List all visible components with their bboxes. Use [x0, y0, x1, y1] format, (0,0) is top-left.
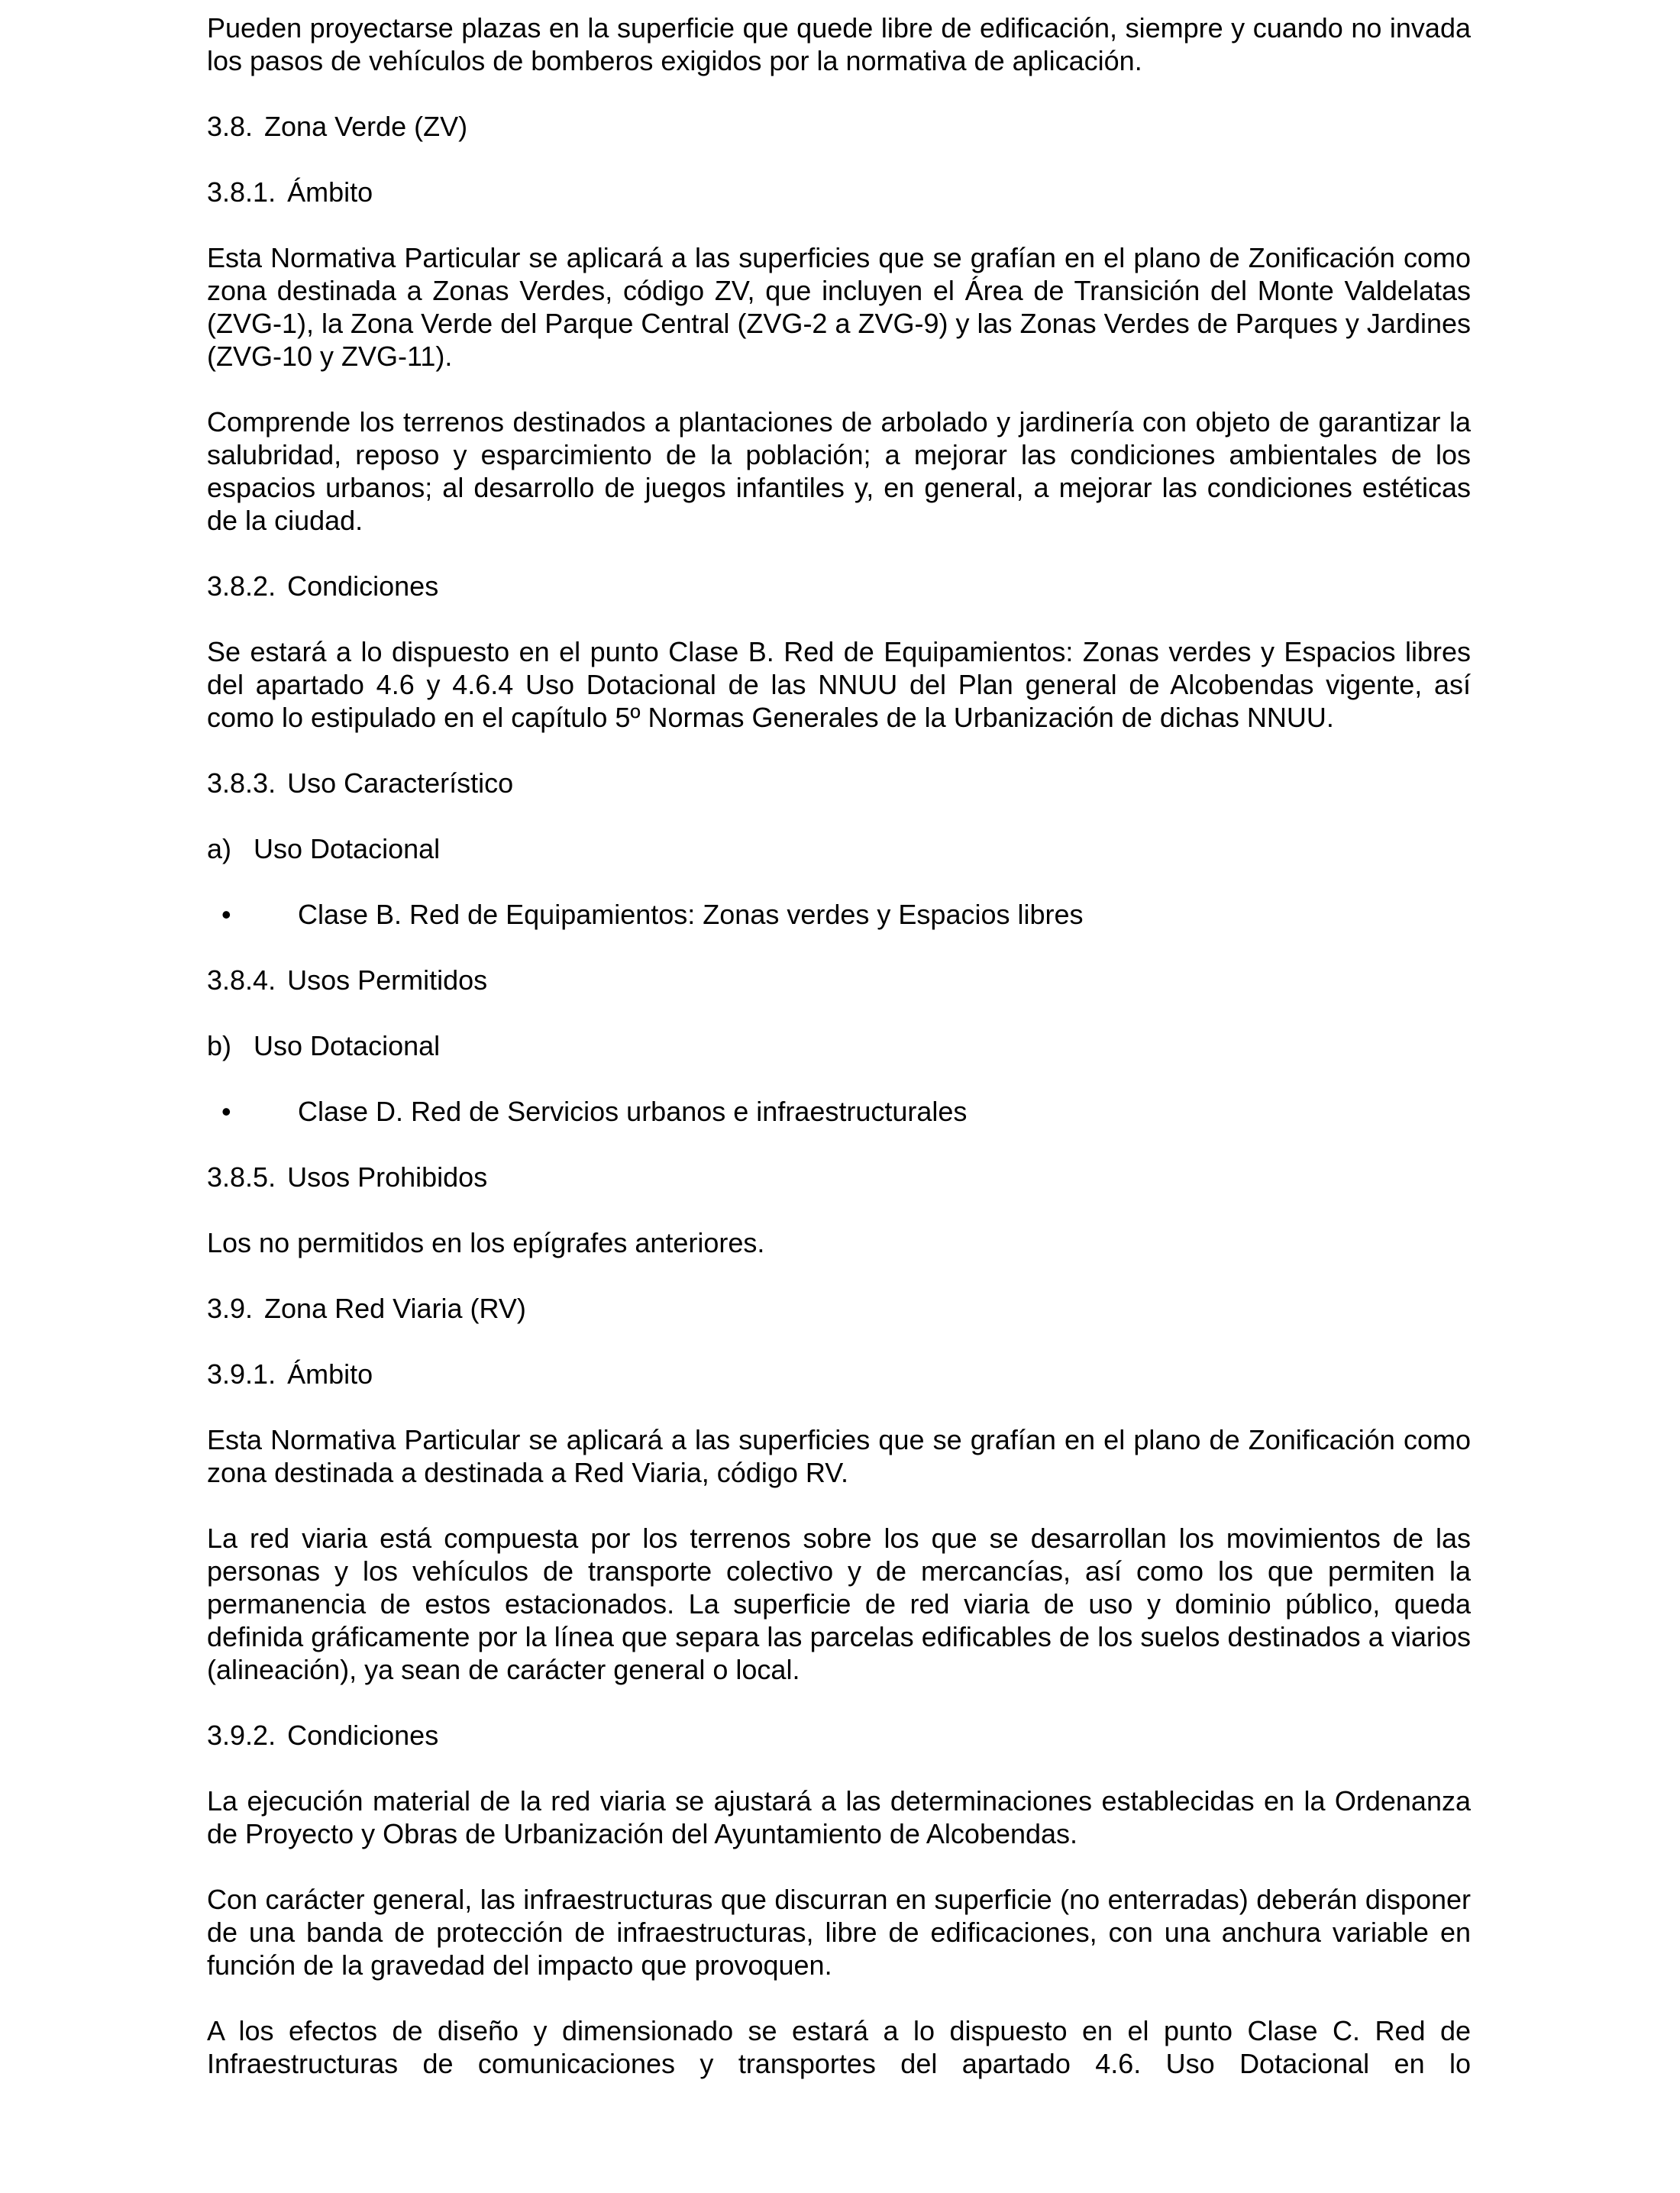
heading-3-8-4: 3.8.4. Usos Permitidos: [207, 964, 488, 996]
heading-3-8-1: 3.8.1. Ámbito: [207, 176, 373, 208]
paragraph-rv-ejecucion: La ejecución material de la red viaria se ajustará a las determinaciones establecidas en la Ordenanza de Proyecto y Obras de Urbanización del Ayuntamiento de Alcobendas.: [207, 1785, 1471, 1849]
paragraph-rv-infraestructuras: Con carácter general, las infraestructuras que discurran en superficie (no enterradas) deberán disponer de una banda de protección de infraestructuras, libre de edificaciones, con una anchura variable en función de la gravedad del impacto que provoquen.: [207, 1884, 1471, 1981]
paragraph-parking: Pueden proyectarse plazas en la superficie que quede libre de edificación, siempre y cuando no invada los pasos de vehículos de bomberos exigidos por la normativa de aplicación.: [207, 12, 1471, 76]
document-page: [207, 11, 1471, 2113]
paragraph-rv-red-viaria: La red viaria está compuesta por los terrenos sobre los que se desarrollan los movimientos de las personas y los vehículos de transporte colectivo y de mercancías, así como los que permiten la permanencia de estos estacionados. La superficie de red viaria de uso y dominio público, queda definida gráficamente por la línea que separa las parcelas edificables de los suelos destinados a viarios (alineación), ya sean de carácter general o local.: [207, 1523, 1471, 1685]
bullet-icon: •: [221, 899, 231, 930]
heading-3-8-3: 3.8.3. Uso Característico: [207, 767, 514, 799]
paragraph-zv-comprende: Comprende los terrenos destinados a plantaciones de arbolado y jardinería con objeto de garantizar la salubridad, reposo y esparcimiento de la población; a mejorar las condiciones ambientales de los espacios urbanos; al desarrollo de juegos infantiles y, en general, a mejorar las condiciones estéticas de la ciudad.: [207, 406, 1471, 536]
paragraph-zv-ambito: Esta Normativa Particular se aplicará a las superficies que se grafían en el plano de Zonificación como zona destinada a Zonas Verdes, código ZV, que incluyen el Área de Transición del Monte Valdelatas (ZVG-1), la Zona Verde del Parque Central (ZVG-2 a ZVG-9) y las Zonas Verdes de Parques y Jardines (ZVG-10 y ZVG-11).: [207, 242, 1471, 372]
list-item-a: a) Uso Dotacional: [207, 833, 441, 864]
paragraph-prohibidos: Los no permitidos en los epígrafes anteriores.: [207, 1227, 765, 1258]
heading-3-8-2: 3.8.2. Condiciones: [207, 570, 439, 602]
bullet-item-clase-b: • Clase B. Red de Equipamientos: Zonas verdes y Espacios libres: [221, 899, 1084, 930]
heading-3-8: 3.8. Zona Verde (ZV): [207, 111, 468, 142]
paragraph-zv-condiciones: Se estará a lo dispuesto en el punto Clase B. Red de Equipamientos: Zonas verdes y Espacios libres del apartado 4.6 y 4.6.4 Uso Dotacional de las NNUU del Plan general de Alcobendas vigente, así como lo estipulado en el capítulo 5º Normas Generales de la Urbanización de dichas NNUU.: [207, 636, 1471, 733]
heading-3-9: 3.9. Zona Red Viaria (RV): [207, 1293, 526, 1324]
paragraph-rv-ambito: Esta Normativa Particular se aplicará a las superficies que se grafían en el plano de Zonificación como zona destinada a destinada a Red Viaria, código RV.: [207, 1424, 1471, 1488]
bullet-icon: •: [221, 1096, 231, 1127]
list-item-b: b) Uso Dotacional: [207, 1030, 441, 1061]
paragraph-rv-diseno: A los efectos de diseño y dimensionado se estará a lo dispuesto en el punto Clase C. Red de Infraestructuras de comunicaciones y transportes del apartado 4.6. Uso Dotacional en lo: [207, 2015, 1471, 2079]
heading-3-8-5: 3.8.5. Usos Prohibidos: [207, 1161, 488, 1193]
heading-3-9-1: 3.9.1. Ámbito: [207, 1358, 373, 1390]
heading-3-9-2: 3.9.2. Condiciones: [207, 1720, 439, 1751]
bullet-item-clase-d: • Clase D. Red de Servicios urbanos e infraestructurales: [221, 1096, 968, 1127]
